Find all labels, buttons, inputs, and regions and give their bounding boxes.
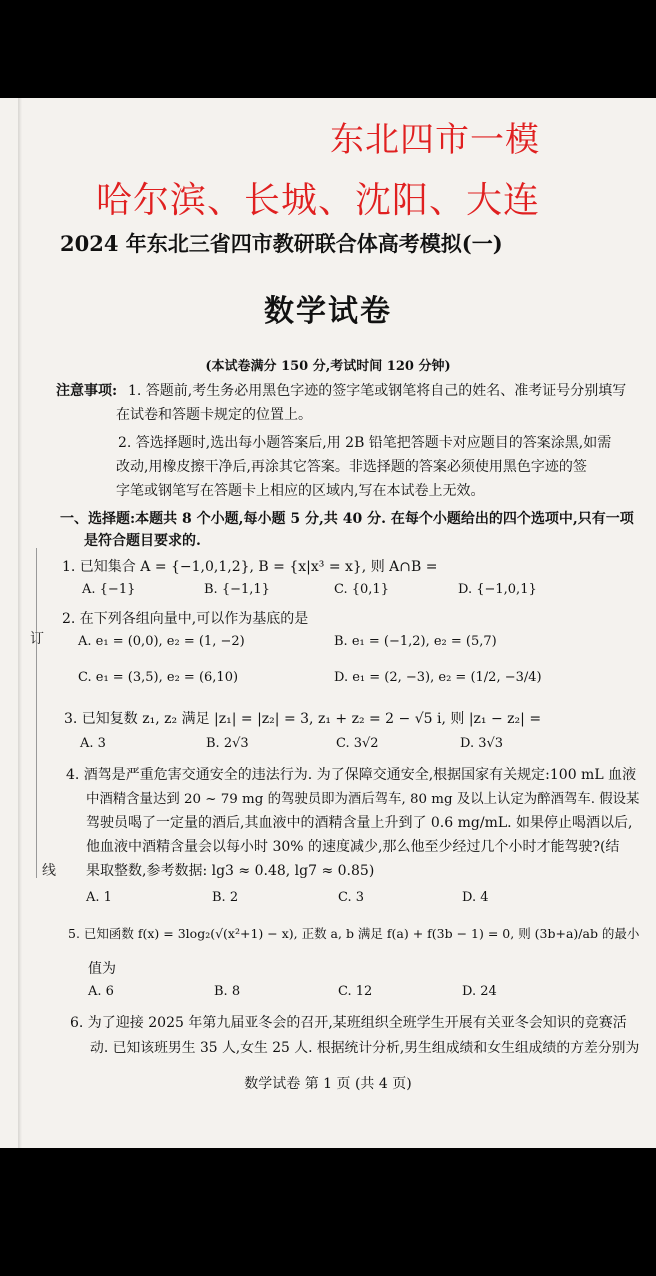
notice-item-2a: 2. 答选择题时,选出每小题答案后,用 2B 铅笔把答题卡对应题目的答案涂黑,如需 bbox=[118, 435, 612, 451]
notice-item-1b: 在试卷和答题卡规定的位置上。 bbox=[116, 407, 312, 423]
q1-option-d: D. {−1,0,1} bbox=[458, 582, 537, 597]
q4-option-c: C. 3 bbox=[338, 890, 365, 905]
exam-info: (本试卷满分 150 分,考试时间 120 分钟) bbox=[205, 359, 451, 374]
q4-option-d: D. 4 bbox=[462, 890, 489, 905]
notice-label: 注意事项: bbox=[56, 383, 118, 399]
overlay-caption-1: 东北四市一模 bbox=[330, 120, 540, 160]
subject-title: 数学试卷 bbox=[264, 294, 392, 329]
notice-item-1a: 1. 答题前,考生务必用黑色字迹的签字笔或钢笔将自己的姓名、准考证号分别填写 bbox=[128, 383, 627, 399]
exam-title: 2024 年东北三省四市教研联合体高考模拟(一) bbox=[60, 231, 503, 256]
q4-line-5: 果取整数,参考数据: lg3 ≈ 0.48, lg7 ≈ 0.85) bbox=[86, 863, 375, 879]
q3-option-d: D. 3√3 bbox=[460, 736, 504, 751]
q6-line-1: 6. 为了迎接 2025 年第九届亚冬会的召开,某班组织全班学生开展有关亚冬会知识的竞赛活 bbox=[70, 1015, 627, 1031]
q4-option-b: B. 2 bbox=[212, 890, 239, 905]
q5-option-c: C. 12 bbox=[338, 984, 373, 999]
binding-mark-ding: 订 bbox=[30, 631, 44, 647]
exam-page bbox=[0, 98, 656, 1148]
q1-option-a: A. {−1} bbox=[82, 582, 136, 597]
q5-line-2: 值为 bbox=[88, 961, 116, 977]
q1-option-c: C. {0,1} bbox=[334, 582, 389, 597]
section-heading-2: 是符合题目要求的. bbox=[84, 533, 201, 549]
binding-line bbox=[36, 548, 37, 878]
q4-line-4: 他血液中酒精含量会以每小时 30% 的速度减少,那么他至少经过几个小时才能驾驶?(结 bbox=[86, 839, 620, 855]
q5-line-1: 5. 已知函数 f(x) = 3log₂(√(x²+1) − x), 正数 a, b 满足 f(a) + f(3b − 1) = 0, 则 (3b+a)/ab 的最小 bbox=[68, 926, 640, 941]
q4-line-3: 驾驶员喝了一定量的酒后,其血液中的酒精含量上升到了 0.6 mg/mL. 如果停止喝酒以后, bbox=[86, 815, 633, 831]
q3-option-a: A. 3 bbox=[80, 736, 106, 751]
q3-option-b: B. 2√3 bbox=[206, 736, 249, 751]
overlay-caption-2: 哈尔滨、长城、沈阳、大连 bbox=[96, 180, 541, 221]
section-heading-1: 一、选择题:本题共 8 个小题,每小题 5 分,共 40 分. 在每个小题给出的四个选项中,只有一项 bbox=[60, 511, 634, 527]
q2-option-d: D. e₁ = (2, −3), e₂ = (1/2, −3/4) bbox=[334, 670, 542, 685]
notice-item-2b: 改动,用橡皮擦干净后,再涂其它答案。非选择题的答案必须使用黑色字迹的签 bbox=[116, 459, 587, 475]
navigation-bar bbox=[0, 1148, 656, 1276]
binding-mark-xian: 线 bbox=[42, 863, 56, 879]
q6-line-2: 动. 已知该班男生 35 人,女生 25 人. 根据统计分析,男生组成绩和女生组成绩的方差分别为 bbox=[90, 1040, 640, 1056]
q4-line-1: 4. 酒驾是严重危害交通安全的违法行为. 为了保障交通安全,根据国家有关规定:100 mL 血液 bbox=[66, 767, 637, 783]
q5-option-a: A. 6 bbox=[88, 984, 114, 999]
q2-option-a: A. e₁ = (0,0), e₂ = (1, −2) bbox=[78, 634, 245, 649]
status-bar bbox=[0, 0, 656, 98]
q4-line-2: 中酒精含量达到 20 ~ 79 mg 的驾驶员即为酒后驾车, 80 mg 及以上认定为醉酒驾车. 假设某 bbox=[86, 792, 640, 807]
notice-item-2c: 字笔或钢笔写在答题卡上相应的区域内,写在本试卷上无效。 bbox=[116, 483, 485, 499]
q2-option-b: B. e₁ = (−1,2), e₂ = (5,7) bbox=[334, 634, 497, 649]
q4-option-a: A. 1 bbox=[86, 890, 112, 905]
page-footer: 数学试卷 第 1 页 (共 4 页) bbox=[244, 1076, 412, 1092]
q3-option-c: C. 3√2 bbox=[336, 736, 379, 751]
q2-stem: 2. 在下列各组向量中,可以作为基底的是 bbox=[62, 611, 309, 627]
q5-option-b: B. 8 bbox=[214, 984, 241, 999]
page-edge bbox=[18, 98, 22, 1148]
q1-option-b: B. {−1,1} bbox=[204, 582, 270, 597]
q2-option-c: C. e₁ = (3,5), e₂ = (6,10) bbox=[78, 670, 239, 685]
q1-stem: 1. 已知集合 A = {−1,0,1,2}, B = {x|x³ = x}, 则 A∩B = bbox=[62, 559, 438, 575]
q3-stem: 3. 已知复数 z₁, z₂ 满足 |z₁| = |z₂| = 3, z₁ + z₂ = 2 − √5 i, 则 |z₁ − z₂| = bbox=[64, 711, 542, 727]
q5-option-d: D. 24 bbox=[462, 984, 497, 999]
